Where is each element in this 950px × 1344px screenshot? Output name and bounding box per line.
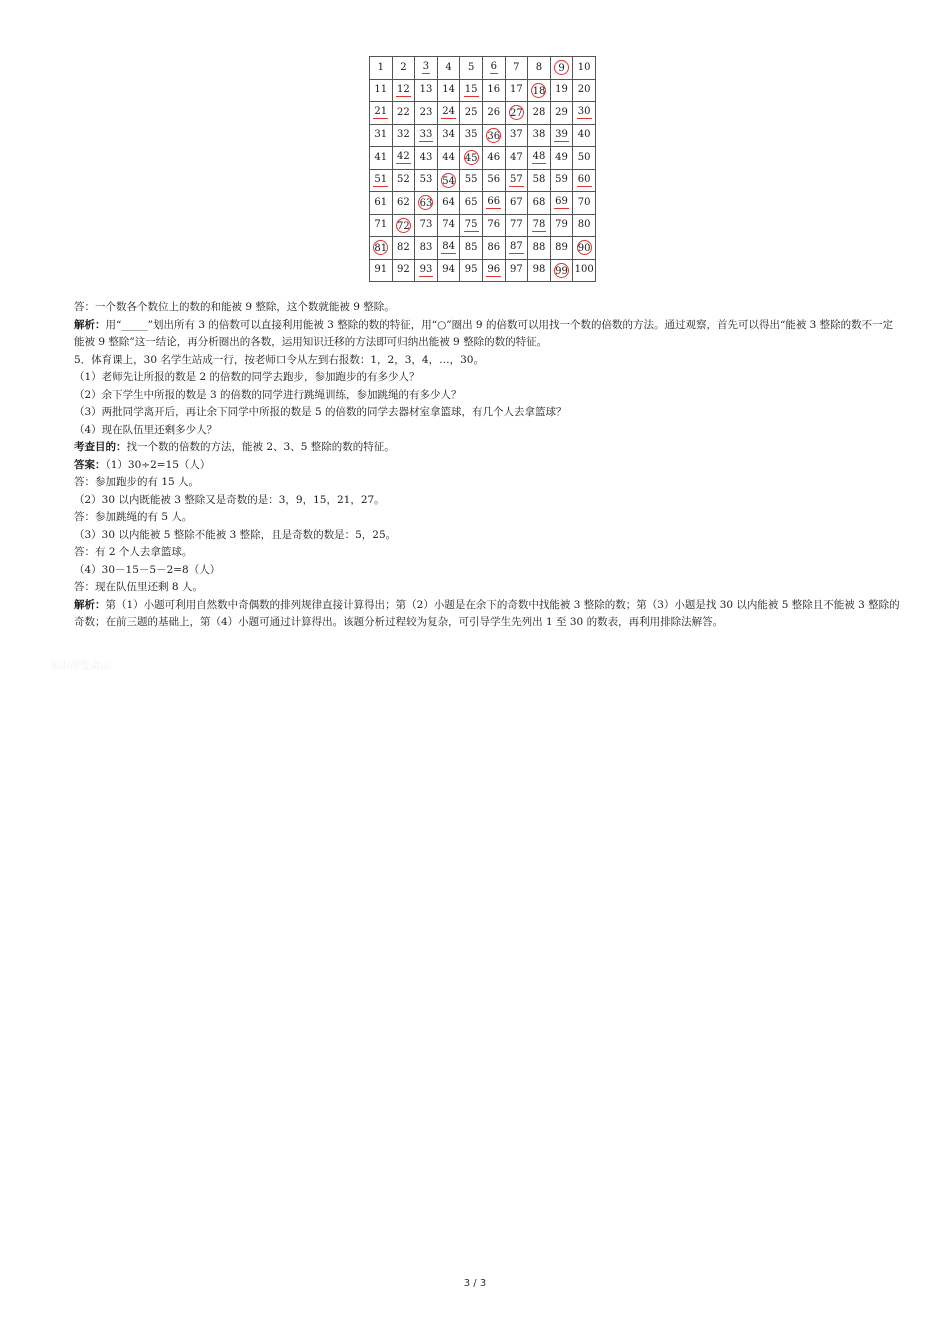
grid-row bbox=[370, 102, 596, 125]
grid-number: 2 bbox=[400, 61, 407, 73]
grid-cell bbox=[460, 214, 483, 237]
page-number: 3 / 3 bbox=[463, 1278, 487, 1289]
grid-number: 83 bbox=[419, 241, 433, 253]
grid-cell bbox=[482, 57, 505, 80]
answer-2b: 答：参加跳绳的有 5 人。 bbox=[74, 511, 193, 523]
grid-cell bbox=[392, 57, 415, 80]
grid-number: 90 bbox=[577, 240, 592, 255]
grid-cell bbox=[460, 57, 483, 80]
grid-number: 6 bbox=[490, 61, 497, 73]
grid-number: 84 bbox=[442, 241, 455, 253]
grid-cell bbox=[460, 259, 483, 282]
grid-number: 58 bbox=[532, 174, 546, 186]
grid-number: 78 bbox=[532, 218, 546, 230]
grid-cell bbox=[415, 214, 438, 237]
grid-cell bbox=[415, 102, 438, 125]
grid-cell bbox=[550, 169, 573, 192]
grid-cell bbox=[437, 147, 460, 170]
grid-cell bbox=[528, 214, 551, 237]
grid-number: 56 bbox=[487, 174, 501, 186]
grid-cell bbox=[370, 124, 393, 147]
grid-number: 99 bbox=[554, 263, 569, 278]
grid-number: 48 bbox=[532, 151, 546, 163]
question-5-3: （3）两批同学离开后，再让余下同学中所报的数是 5 的倍数的同学去器材室拿篮球，有几个人去拿篮球？ bbox=[74, 406, 567, 418]
grid-number: 54 bbox=[441, 173, 456, 188]
grid-number: 65 bbox=[464, 196, 478, 208]
grid-cell bbox=[460, 237, 483, 260]
grid-number: 42 bbox=[397, 151, 410, 163]
grid-number: 8 bbox=[535, 61, 543, 73]
aim-label: 考查目的： bbox=[74, 441, 127, 453]
grid-number: 46 bbox=[487, 151, 501, 163]
grid-cell bbox=[573, 147, 596, 170]
grid-number: 60 bbox=[577, 173, 591, 185]
grid-number: 37 bbox=[509, 129, 523, 141]
grid-number: 40 bbox=[577, 129, 591, 141]
grid-number: 36 bbox=[486, 128, 501, 143]
grid-cell bbox=[505, 237, 528, 260]
grid-cell bbox=[528, 102, 551, 125]
grid-cell bbox=[392, 147, 415, 170]
watermark-text: 知识改变命运 bbox=[50, 661, 110, 672]
grid-cell bbox=[392, 214, 415, 237]
grid-cell bbox=[415, 124, 438, 147]
grid-number: 21 bbox=[374, 106, 388, 118]
grid-cell bbox=[437, 169, 460, 192]
grid-number: 92 bbox=[397, 264, 410, 276]
grid-cell bbox=[505, 214, 528, 237]
grid-cell bbox=[482, 79, 505, 102]
grid-number: 23 bbox=[419, 106, 433, 118]
analysis-label-2: 解析： bbox=[74, 598, 106, 611]
grid-cell bbox=[415, 237, 438, 260]
grid-number: 97 bbox=[509, 264, 523, 276]
grid-cell bbox=[550, 259, 573, 282]
analysis-paragraph bbox=[50, 317, 900, 352]
grid-cell bbox=[370, 214, 393, 237]
grid-cell bbox=[437, 79, 460, 102]
grid-cell bbox=[370, 259, 393, 282]
number-grid bbox=[369, 56, 596, 282]
grid-cell bbox=[415, 79, 438, 102]
grid-body bbox=[370, 57, 596, 282]
grid-cell bbox=[550, 57, 573, 80]
grid-cell bbox=[528, 147, 551, 170]
grid-number: 31 bbox=[374, 129, 388, 141]
grid-number: 74 bbox=[442, 219, 455, 231]
grid-cell bbox=[550, 102, 573, 125]
grid-cell bbox=[528, 192, 551, 215]
grid-cell bbox=[528, 169, 551, 192]
grid-cell bbox=[528, 124, 551, 147]
grid-cell bbox=[392, 124, 415, 147]
grid-cell bbox=[573, 57, 596, 80]
grid-cell bbox=[437, 259, 460, 282]
grid-number: 55 bbox=[464, 174, 478, 186]
grid-cell bbox=[573, 259, 596, 282]
grid-number: 68 bbox=[532, 196, 546, 208]
answer-1 bbox=[50, 457, 900, 475]
grid-number: 9 bbox=[554, 60, 569, 75]
grid-number: 94 bbox=[442, 264, 455, 276]
question-5-2: （2）余下学生中所报的数是 3 的倍数的同学进行跳绳训练，参加跳绳的有多少人？ bbox=[74, 388, 462, 401]
grid-number: 33 bbox=[419, 128, 433, 140]
grid-cell bbox=[437, 124, 460, 147]
grid-cell bbox=[482, 102, 505, 125]
grid-cell bbox=[392, 102, 415, 125]
grid-cell bbox=[482, 147, 505, 170]
question-5-1: （1）老师先让所报的数是 2 的倍数的同学去跑步，参加跑步的有多少人？ bbox=[74, 371, 420, 383]
grid-number: 3 bbox=[422, 61, 430, 73]
grid-number: 49 bbox=[555, 151, 568, 163]
grid-number: 87 bbox=[509, 241, 523, 253]
grid-number: 30 bbox=[577, 106, 591, 118]
grid-cell bbox=[460, 169, 483, 192]
grid-number: 17 bbox=[509, 84, 523, 96]
grid-number: 12 bbox=[397, 83, 410, 95]
grid-cell bbox=[505, 102, 528, 125]
grid-number: 70 bbox=[577, 196, 591, 208]
grid-cell bbox=[573, 79, 596, 102]
grid-cell bbox=[505, 147, 528, 170]
grid-cell bbox=[437, 214, 460, 237]
answer-label: 答案： bbox=[74, 458, 106, 471]
grid-row bbox=[370, 259, 596, 282]
question-5: 5．体育课上，30 名学生站成一行，按老师口令从左到右报数：1，2，3，4，…，30。 bbox=[74, 353, 484, 366]
grid-number: 1 bbox=[377, 61, 384, 73]
grid-cell bbox=[415, 259, 438, 282]
grid-number: 89 bbox=[555, 241, 568, 253]
grid-number: 27 bbox=[509, 105, 524, 120]
answer-line: 答：一个数各个数位上的数的和能被 9 整除，这个数就能被 9 整除。 bbox=[74, 301, 395, 313]
grid-cell bbox=[528, 237, 551, 260]
answer-1-text: （1）30÷2=15（人） bbox=[105, 458, 211, 471]
grid-number: 66 bbox=[487, 196, 501, 208]
grid-number: 41 bbox=[374, 151, 388, 163]
grid-cell bbox=[550, 192, 573, 215]
grid-number: 32 bbox=[397, 129, 410, 141]
grid-number: 51 bbox=[374, 173, 388, 185]
grid-cell bbox=[460, 192, 483, 215]
grid-cell bbox=[528, 79, 551, 102]
grid-cell bbox=[370, 79, 393, 102]
grid-cell bbox=[392, 237, 415, 260]
grid-cell bbox=[482, 214, 505, 237]
grid-number: 14 bbox=[442, 84, 455, 96]
grid-number: 47 bbox=[509, 151, 523, 163]
grid-number: 26 bbox=[487, 106, 501, 118]
grid-number: 76 bbox=[487, 219, 501, 231]
grid-cell bbox=[370, 192, 393, 215]
grid-number: 81 bbox=[373, 240, 388, 255]
grid-cell bbox=[550, 237, 573, 260]
grid-number: 67 bbox=[509, 196, 523, 208]
grid-cell bbox=[415, 147, 438, 170]
grid-cell bbox=[550, 214, 573, 237]
grid-cell bbox=[392, 169, 415, 192]
grid-cell bbox=[392, 192, 415, 215]
grid-cell bbox=[505, 169, 528, 192]
aim-body: 找一个数的倍数的方法，能被 2、3、5 整除的数的特征。 bbox=[126, 441, 395, 453]
grid-number: 62 bbox=[397, 196, 410, 208]
grid-cell bbox=[550, 147, 573, 170]
grid-number: 11 bbox=[374, 84, 388, 96]
grid-number: 75 bbox=[464, 218, 478, 230]
grid-cell bbox=[415, 169, 438, 192]
grid-cell bbox=[460, 124, 483, 147]
analysis-label: 解析： bbox=[74, 318, 106, 331]
grid-number: 79 bbox=[555, 219, 568, 231]
grid-number: 16 bbox=[487, 84, 501, 96]
grid-number: 22 bbox=[397, 106, 410, 118]
grid-cell bbox=[370, 147, 393, 170]
grid-row bbox=[370, 124, 596, 147]
grid-cell bbox=[482, 124, 505, 147]
grid-number: 7 bbox=[513, 61, 520, 73]
grid-number: 57 bbox=[509, 173, 523, 185]
grid-cell bbox=[573, 192, 596, 215]
grid-number: 72 bbox=[396, 218, 411, 233]
analysis-body-2: 第（1）小题可利用自然数中奇偶数的排列规律直接计算得出；第（2）小题是在余下的奇数中找能被 3 整除的数；第（3）小题是找 30 以内能被 5 整除且不能被 3 整除的奇数；在前三题的基础上，第（4）小题可通过计算得出。该题分析过程较为复杂，可引导学生先列出 1 至 30 的数表，再利用排除法解答。 bbox=[74, 598, 900, 628]
grid-number: 77 bbox=[509, 219, 523, 231]
grid-number: 64 bbox=[442, 196, 455, 208]
grid-cell bbox=[505, 259, 528, 282]
grid-number: 82 bbox=[397, 241, 410, 253]
grid-number: 93 bbox=[419, 263, 433, 275]
grid-cell bbox=[392, 79, 415, 102]
grid-cell bbox=[415, 57, 438, 80]
aim-line bbox=[50, 439, 900, 457]
grid-cell bbox=[437, 237, 460, 260]
answer-2: （2）30 以内既能被 3 整除又是奇数的是：3，9，15，21，27。 bbox=[74, 493, 385, 506]
answer-4b: 答：现在队伍里还剩 8 人。 bbox=[74, 581, 203, 593]
grid-number: 96 bbox=[487, 263, 501, 275]
grid-number: 19 bbox=[555, 84, 568, 96]
grid-cell bbox=[437, 192, 460, 215]
grid-row bbox=[370, 57, 596, 80]
grid-number: 20 bbox=[577, 84, 591, 96]
grid-number: 28 bbox=[532, 106, 546, 118]
grid-number: 25 bbox=[464, 106, 478, 118]
grid-cell bbox=[505, 124, 528, 147]
grid-cell bbox=[573, 237, 596, 260]
answer-4: （4）30－15－5－2=8（人） bbox=[74, 563, 221, 576]
grid-number: 44 bbox=[442, 151, 455, 163]
grid-number: 5 bbox=[467, 61, 475, 73]
grid-cell bbox=[550, 124, 573, 147]
grid-cell bbox=[550, 79, 573, 102]
answer-3: （3）30 以内能被 5 整除不能被 3 整除，且是奇数的数是：5，25。 bbox=[74, 528, 397, 541]
grid-row bbox=[370, 214, 596, 237]
grid-cell bbox=[573, 214, 596, 237]
grid-number: 88 bbox=[532, 241, 546, 253]
grid-cell bbox=[573, 169, 596, 192]
analysis-paragraph-2 bbox=[50, 597, 900, 632]
grid-number: 95 bbox=[464, 264, 478, 276]
grid-cell bbox=[505, 57, 528, 80]
answer-3b: 答：有 2 个人去拿篮球。 bbox=[74, 546, 193, 558]
grid-number: 61 bbox=[374, 196, 388, 208]
grid-cell bbox=[392, 259, 415, 282]
grid-number: 91 bbox=[374, 264, 388, 276]
grid-cell bbox=[460, 147, 483, 170]
grid-cell bbox=[370, 102, 393, 125]
grid-cell bbox=[573, 124, 596, 147]
grid-number: 34 bbox=[442, 129, 455, 141]
grid-cell bbox=[482, 169, 505, 192]
grid-number: 59 bbox=[555, 174, 568, 186]
grid-cell bbox=[437, 57, 460, 80]
document-body bbox=[50, 299, 900, 632]
answer-1b: 答：参加跑步的有 15 人。 bbox=[74, 476, 200, 488]
analysis-body: 用“_____”划出所有 3 的倍数可以直接利用能被 3 整除的数的特征，用“○”圈出 9 的倍数可以用找一个数的倍数的方法。通过观察，首先可以得出“能被 3 整除的数不一定能被 9 整除”这一结论，再分析圈出的各数，运用知识迁移的方法即可归纳出能被 9 整除的数的特征。 bbox=[74, 318, 894, 348]
grid-number: 73 bbox=[419, 219, 433, 231]
grid-cell bbox=[573, 102, 596, 125]
grid-number: 29 bbox=[555, 106, 568, 118]
grid-cell bbox=[505, 192, 528, 215]
grid-number: 15 bbox=[464, 83, 478, 95]
grid-cell bbox=[482, 237, 505, 260]
grid-number: 85 bbox=[464, 241, 478, 253]
grid-number: 35 bbox=[464, 129, 478, 141]
grid-number: 4 bbox=[445, 61, 452, 73]
grid-number: 38 bbox=[532, 129, 546, 141]
grid-number: 50 bbox=[577, 151, 591, 163]
grid-number: 69 bbox=[555, 196, 568, 208]
grid-cell bbox=[370, 169, 393, 192]
grid-cell bbox=[437, 102, 460, 125]
grid-row bbox=[370, 169, 596, 192]
grid-row bbox=[370, 192, 596, 215]
grid-cell bbox=[482, 192, 505, 215]
grid-cell bbox=[482, 259, 505, 282]
grid-number: 43 bbox=[419, 151, 433, 163]
grid-number: 63 bbox=[418, 195, 433, 210]
grid-number: 39 bbox=[555, 128, 568, 140]
grid-number: 98 bbox=[532, 264, 546, 276]
grid-number: 52 bbox=[397, 174, 410, 186]
grid-row bbox=[370, 237, 596, 260]
grid-cell bbox=[460, 79, 483, 102]
grid-number: 24 bbox=[442, 106, 455, 118]
grid-cell bbox=[528, 57, 551, 80]
grid-cell bbox=[370, 237, 393, 260]
grid-number: 53 bbox=[419, 174, 433, 186]
grid-number: 10 bbox=[577, 61, 591, 73]
grid-number: 100 bbox=[574, 264, 594, 276]
grid-row bbox=[370, 147, 596, 170]
grid-number: 45 bbox=[464, 150, 479, 165]
grid-number: 13 bbox=[419, 84, 433, 96]
grid-row bbox=[370, 79, 596, 102]
grid-number: 86 bbox=[487, 241, 501, 253]
question-5-4: （4）现在队伍里还剩多少人？ bbox=[74, 423, 218, 436]
grid-number: 80 bbox=[577, 219, 591, 231]
grid-number: 71 bbox=[374, 219, 388, 231]
grid-cell bbox=[528, 259, 551, 282]
grid-number: 18 bbox=[531, 83, 546, 98]
grid-cell bbox=[415, 192, 438, 215]
grid-cell bbox=[370, 57, 393, 80]
grid-cell bbox=[460, 102, 483, 125]
grid-cell bbox=[505, 79, 528, 102]
